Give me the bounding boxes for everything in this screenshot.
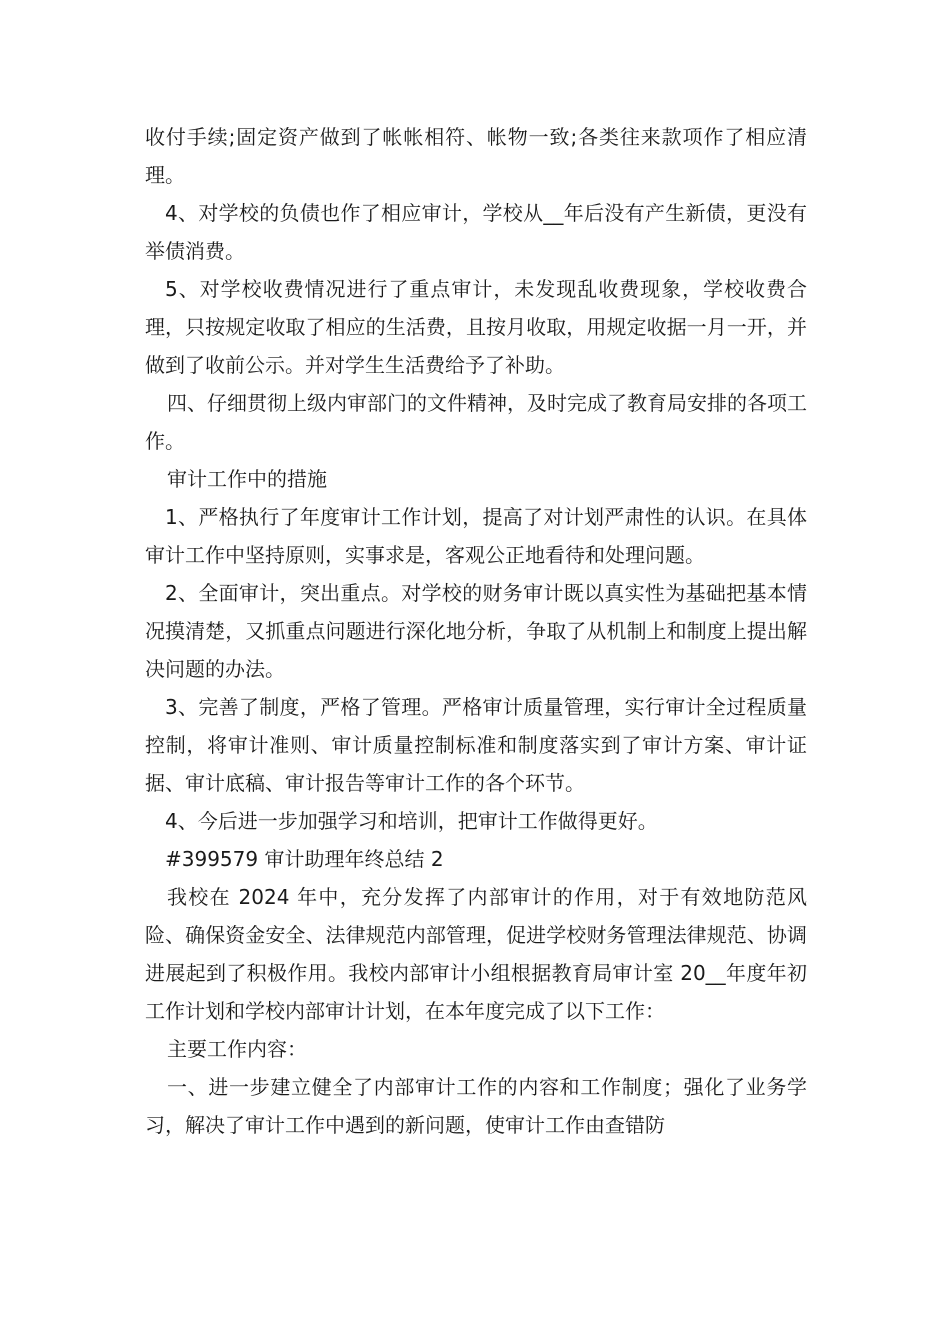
paragraph-measure-4: 4、今后进一步加强学习和培训，把审计工作做得更好。 [165, 809, 658, 833]
paragraph-section-4: 四、仔细贯彻上级内审部门的文件精神，及时完成了教育局安排的各项工作。 [145, 391, 807, 453]
section-heading-main-work: 主要工作内容： [167, 1037, 307, 1061]
paragraph-continuation: 收付手续;固定资产做到了帐帐相符、帐物一致;各类往来款项作了相应清理。 [145, 125, 807, 187]
paragraph-measure-2: 2、全面审计，突出重点。对学校的财务审计既以真实性为基础把基本情况摸清楚，又抓重点问题进行深化地分析，争取了从机制上和制度上提出解决问题的办法。 [145, 581, 807, 681]
paragraph-measure-3: 3、完善了制度，严格了管理。严格审计质量管理，实行审计全过程质量控制，将审计准则、审计质量控制标准和制度落实到了审计方案、审计证据、审计底稿、审计报告等审计工作的各个环节。 [145, 695, 807, 795]
paragraph-section-1: 一、进一步建立健全了内部审计工作的内容和工作制度；强化了业务学习，解决了审计工作中遇到的新问题，使审计工作由查错防 [145, 1075, 807, 1137]
document-section-title: #399579 审计助理年终总结 2 [165, 847, 444, 871]
section-heading-measures: 审计工作中的措施 [167, 467, 327, 491]
paragraph-measure-1: 1、严格执行了年度审计工作计划，提高了对计划严肃性的认识。在具体审计工作中坚持原则，实事求是，客观公正地看待和处理问题。 [145, 505, 807, 567]
paragraph-item-5-fees: 5、对学校收费情况进行了重点审计，未发现乱收费现象，学校收费合理，只按规定收取了相应的生活费，且按月收取，用规定收据一月一开，并做到了收前公示。并对学生生活费给予了补助。 [145, 277, 807, 377]
paragraph-intro-2024: 我校在 2024 年中，充分发挥了内部审计的作用，对于有效地防范风险、确保资金安全、法律规范内部管理，促进学校财务管理法律规范、协调进展起到了积极作用。我校内部审计小组根据教育局审计室 20__年度年初工作计划和学校内部审计计划，在本年度完成了以下工作： [145, 885, 807, 1023]
paragraph-item-4-debt: 4、对学校的负债也作了相应审计，学校从__年后没有产生新债，更没有举债消费。 [145, 201, 807, 263]
document-body [145, 118, 807, 1144]
